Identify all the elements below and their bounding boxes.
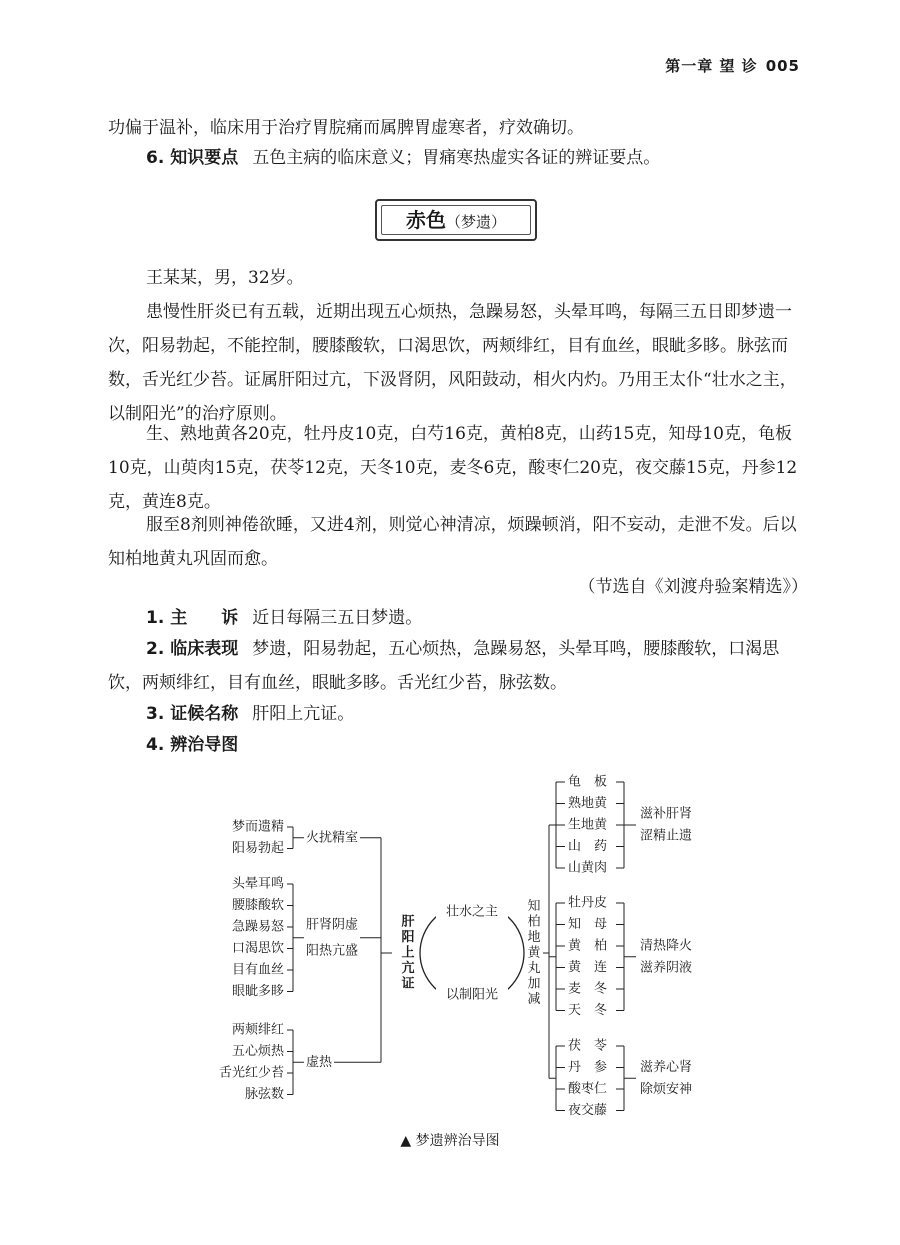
formula-char: 黄	[527, 945, 541, 961]
herb-item: 酸枣仁	[568, 1081, 608, 1097]
section-subtitle: （梦遗）	[445, 213, 506, 231]
point-2	[108, 632, 808, 700]
treatment-mind-map	[0, 760, 900, 1125]
diagnosis-char: 肝	[401, 914, 415, 930]
diagram-caption	[0, 1130, 900, 1150]
caption-text: 梦遗辨治导图	[415, 1133, 500, 1149]
page-number: 005	[765, 57, 800, 75]
herb-item: 生地黄	[568, 817, 608, 833]
effect-label: 涩精止遗	[640, 828, 693, 844]
treatment-outcome: 服至8剂则神倦欲睡，又进4剂，则觉心神清凉，烦躁顿消，阳不妄动，走泄不发。后以知柏地黄丸巩固而愈。	[108, 515, 797, 569]
herb-item: 山黄肉	[568, 860, 608, 876]
knowledge-points-label: 6. 知识要点	[146, 148, 239, 168]
category-label: 肝肾阴虚	[306, 917, 359, 933]
symptom-item: 目有血丝	[231, 962, 284, 978]
herb-item: 黄 柏	[568, 938, 608, 954]
point-3-text: 肝阳上亢证。	[252, 704, 355, 724]
knowledge-points	[108, 141, 808, 175]
point-2-label: 2. 临床表现	[146, 639, 239, 659]
herb-item: 麦 冬	[568, 981, 608, 997]
herb-item: 黄 连	[568, 960, 608, 975]
symptom-item: 五心烦热	[231, 1044, 284, 1059]
diagnosis-char: 亢	[401, 961, 415, 976]
herb-item: 熟地黄	[568, 796, 608, 811]
case-source: （节选自《刘渡舟验案精选》）	[578, 577, 808, 597]
symptom-item: 急躁易怒	[231, 919, 284, 935]
category-label: 阳热亢盛	[306, 943, 359, 959]
herb-item: 龟 板	[568, 774, 608, 790]
point-3	[108, 697, 808, 731]
formula-char: 减	[527, 992, 541, 1007]
point-1-label: 1. 主 诉	[146, 608, 239, 628]
prescription: 生、熟地黄各20克，牡丹皮10克，白芍16克，黄柏8克，山药15克，知母10克，龟板10克，山萸肉15克，茯苓12克，天冬10克，麦冬6克，酸枣仁20克，夜交藤15克，丹参12克，黄连8克。	[108, 424, 798, 512]
diagnosis-char: 上	[401, 945, 415, 961]
point-4	[108, 728, 808, 762]
herb-item: 知 母	[568, 917, 608, 932]
herb-item: 夜交藤	[568, 1103, 608, 1118]
symptom-item: 口渴思饮	[231, 941, 284, 956]
herb-item: 茯 苓	[568, 1038, 608, 1054]
effect-label: 滋养阴液	[640, 960, 693, 976]
symptom-item: 脉弦数	[244, 1087, 284, 1102]
category-label: 火扰精室	[306, 830, 359, 846]
principle-bottom: 以制阳光	[445, 987, 499, 1003]
symptom-item: 腰膝酸软	[231, 898, 284, 913]
running-header	[665, 55, 800, 76]
effect-label: 滋养心肾	[640, 1059, 693, 1075]
herb-item: 丹 参	[568, 1060, 608, 1075]
point-4-label: 4. 辨治导图	[146, 735, 239, 755]
symptom-item: 舌光红少苔	[218, 1065, 284, 1081]
intro-line: 功偏于温补，临床用于治疗胃脘痛而属脾胃虚寒者，疗效确切。	[108, 118, 584, 138]
caption-triangle-icon: ▲	[400, 1133, 412, 1149]
formula-char: 地	[527, 930, 541, 945]
chapter-title: 第一章 望 诊	[665, 57, 758, 75]
principle-top: 壮水之主	[445, 904, 499, 920]
section-title: 赤色	[405, 208, 446, 232]
effect-label: 清热降火	[640, 938, 693, 954]
formula-char: 加	[527, 976, 541, 992]
point-1-text: 近日每隔三五日梦遗。	[252, 608, 423, 628]
knowledge-points-text: 五色主病的临床意义；胃痛寒热虚实各证的辨证要点。	[252, 148, 661, 168]
patient-info: 王某某，男，32岁。	[146, 268, 304, 288]
formula-char: 丸	[527, 961, 541, 976]
symptom-item: 两颊绯红	[231, 1022, 284, 1038]
formula-char: 柏	[527, 914, 541, 930]
symptom-item: 梦而遗精	[231, 819, 284, 835]
point-3-label: 3. 证候名称	[146, 704, 239, 724]
effect-label: 除烦安神	[640, 1081, 693, 1097]
herb-item: 天 冬	[568, 1003, 608, 1018]
category-label: 虚热	[306, 1054, 333, 1070]
point-2-text: 梦遗，阳易勃起，五心烦热，急躁易怒，头晕耳鸣，腰膝酸软，口渴思饮，两颊绯红，目有血丝，眼眦多眵。舌光红少苔，脉弦数。	[108, 639, 780, 693]
effect-label: 滋补肝肾	[640, 806, 693, 822]
section-title-box	[375, 199, 537, 241]
point-1	[108, 601, 808, 635]
symptom-item: 头晕耳鸣	[231, 876, 284, 892]
herb-item: 牡丹皮	[568, 895, 608, 911]
formula-char: 知	[527, 899, 541, 914]
herb-item: 山 药	[568, 839, 608, 854]
case-history: 患慢性肝炎已有五载，近期出现五心烦热，急躁易怒，头晕耳鸣，每隔三五日即梦遗一次，阳易勃起，不能控制，腰膝酸软，口渴思饮，两颊绯红，目有血丝，眼眦多眵。脉弦而数，舌光红少苔。证属肝阳过亢，下汲肾阴，风阳鼓动，相火内灼。乃用王太仆“壮水之主，以制阳光”的治疗原则。	[108, 302, 797, 424]
diagnosis-char: 证	[401, 976, 415, 992]
symptom-item: 眼眦多眵	[231, 984, 284, 999]
symptom-item: 阳易勃起	[231, 841, 284, 856]
diagnosis-char: 阳	[401, 930, 415, 945]
